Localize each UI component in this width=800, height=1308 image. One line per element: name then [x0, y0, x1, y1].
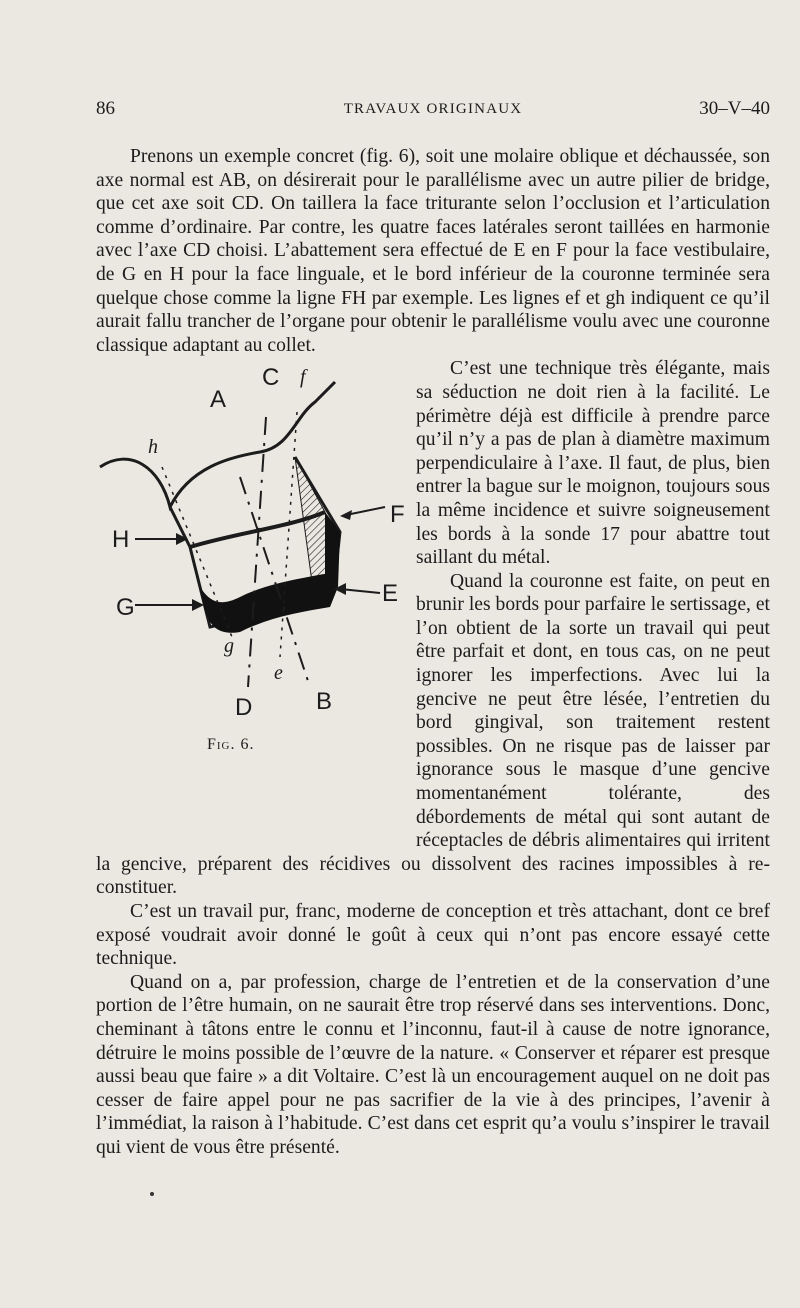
label-h: h: [148, 436, 158, 459]
label-G: G: [116, 594, 135, 622]
label-H: H: [112, 526, 130, 554]
label-f: f: [300, 366, 306, 389]
figure-6: [90, 357, 408, 847]
paragraph-4: C’est un travail pur, franc, moderne de conception et très attachant, dont ce bref exposé voudrait avoir donné le goût à ceux qui n’ont pas encore essayé cette technique.: [96, 901, 770, 970]
page-speck: [150, 1192, 154, 1196]
caption-number: 6.: [240, 736, 255, 754]
label-B: B: [316, 688, 333, 716]
label-D: D: [235, 694, 253, 722]
issue-date: 30–V–40: [699, 98, 770, 119]
label-e: e: [274, 662, 283, 685]
label-g: g: [224, 635, 234, 658]
paragraph-1: Prenons un exemple concret (fig. 6), soit une molaire oblique et déchaussée, son axe normal est AB, on désirerait pour le parallélisme avec un autre pilier de bridge, que cet axe soit CD. On taillera la face triturante selon l’occlusion et l’articulation comme d’ordinaire. Par contre, les quatre faces latérales seront taillées en harmonie avec l’axe CD choisi. L’abattement sera effectué de E en F pour la face vestibulaire, de G en H pour la face linguale, et le bord inférieur de la couronne terminée sera quelque chose comme la ligne FH par exemple. Les lignes ef et gh indiquent ce qu’il aurait fallu trancher de l’organe pour obtenir le parallélisme voulu avec une couronne classique adaptant au collet.: [96, 146, 770, 356]
paragraph-2-text: C’est une technique très élégante, mais sa séduction ne doit rien à la facilité. Le périmètre déjà est difficile à prendre parce qu’il n’y a pas de plan à diamètre maximum perpendiculaire à l’axe. Il faut, de plus, bien entrer la bague sur le moignon, toujours sous la même incidence et suivre soigneusement les bords à la sonde 17 pour abattre tout saillant du métal.: [416, 358, 770, 569]
article-body: [96, 145, 770, 1160]
black-band: [200, 572, 335, 633]
label-C: C: [262, 364, 280, 392]
label-F: F: [390, 501, 405, 529]
running-header: [96, 98, 770, 124]
paragraph-3: Quand la couronne est faite, on peut en brunir les bords pour parfaire le sertissage, et l’on obtient de la sorte un travail qui peut être parfait et dont, en tous cas, on ne peut ignorer les imperfections. Avec lui la gencive ne peut être lésée, l’entretien du bord gingival, son traitement restent possibles. On ne risque pas de laisser par ignorance sous le masque d’une gencive momentanément tolérante, des débordements de métal qui sont autant de réceptacles de débris alimentaires qui irritent la gencive, préparent des récidives ou dissolvent des racines impossibles à reconstituer.: [96, 570, 770, 899]
running-title: TRAVAUX ORIGINAUX: [343, 101, 523, 117]
figure-caption: [207, 733, 255, 757]
caption-label: Fig.: [207, 736, 236, 754]
label-E: E: [382, 580, 399, 608]
label-A: A: [210, 386, 227, 414]
axis-cd: [248, 417, 266, 687]
paragraph-5: Quand on a, par profession, charge de l’entretien et de la conservation d’une portion de l’être humain, on ne saurait être trop réservé dans ses interventions. Donc, cheminant à tâtons entre le connu et l’inconnu, faut-il à cause de notre ignorance, détruire le moins possible de l’œuvre de la nature. « Conserver et réparer est presque aussi beau que faire » a dit Voltaire. C’est là un encouragement auquel on ne doit pas cesser de faire appel pour ne pas sacrifier de la vie à des principes, l’avenir à l’immédiat, la raison à l’habitude. C’est dans cet esprit qu’a voulu s’inspirer le travail qui vient de vous être présenté.: [96, 971, 770, 1158]
page-number: 86: [96, 98, 115, 119]
arrow-f: [346, 507, 385, 515]
